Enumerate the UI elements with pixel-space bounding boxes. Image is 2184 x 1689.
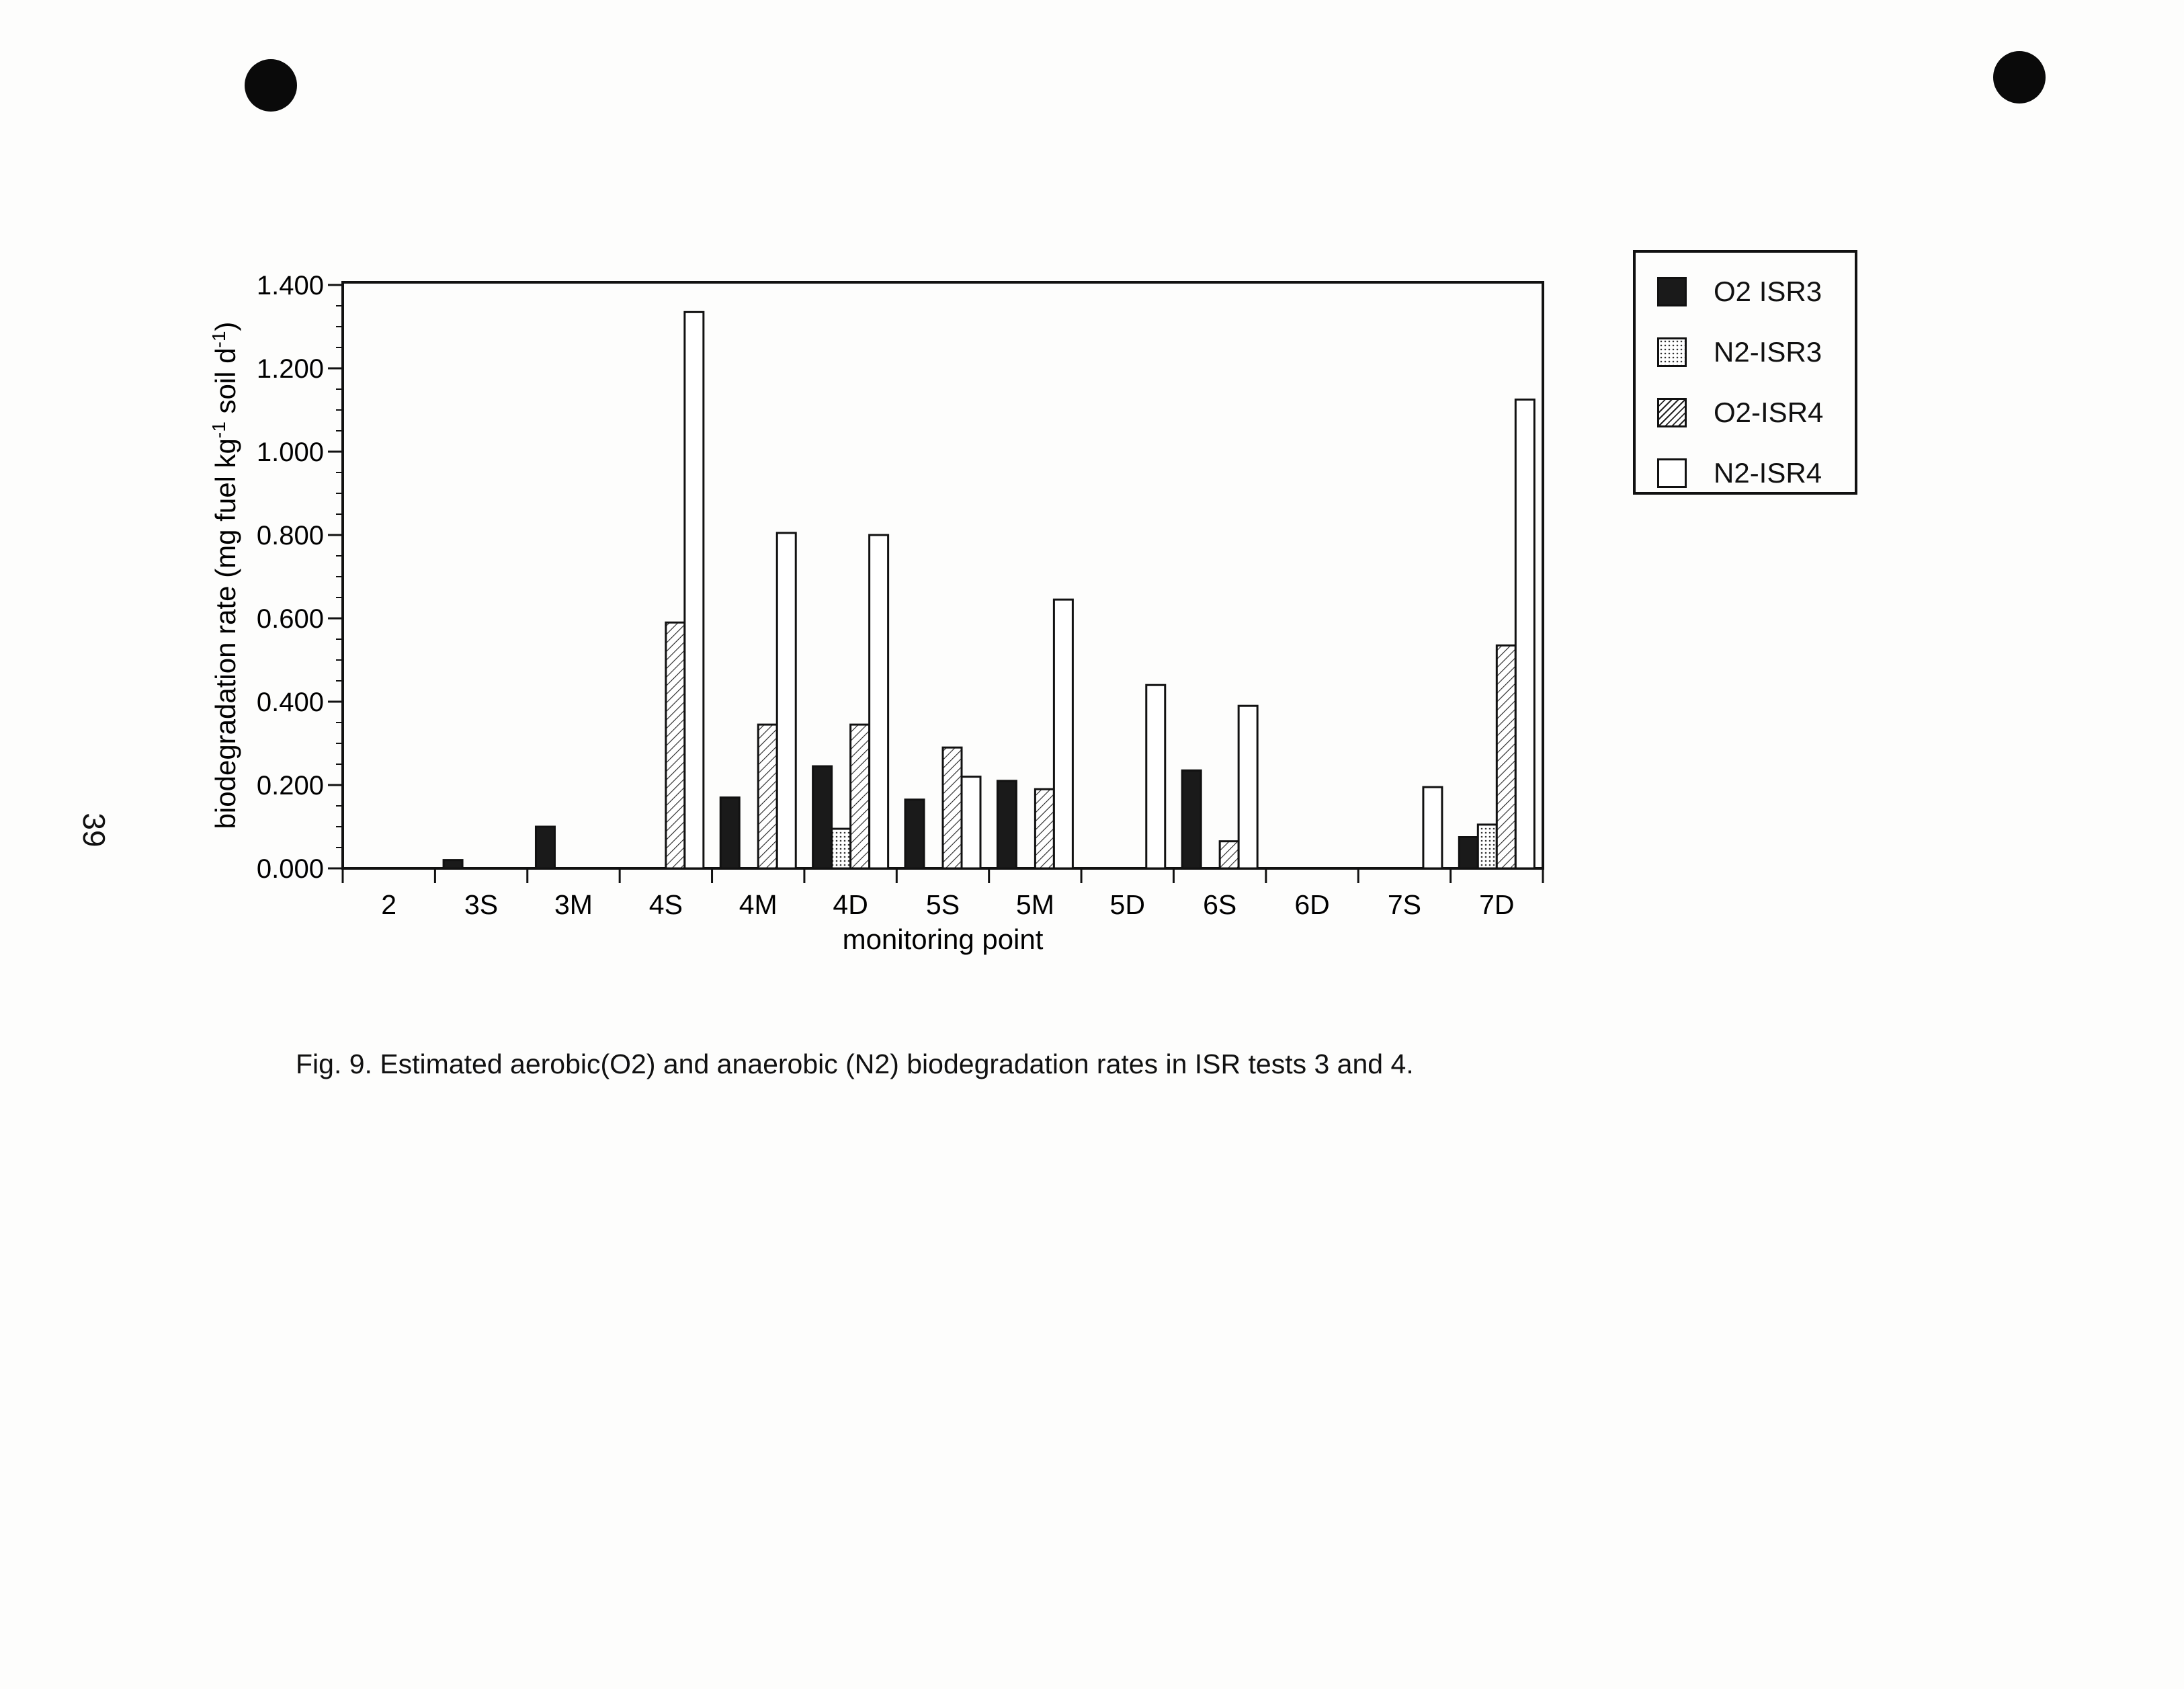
bar-o2-isr3-6s xyxy=(1182,770,1201,868)
bar-n2-isr4-5d xyxy=(1146,685,1165,868)
bar-o2-isr4-4m xyxy=(758,725,777,868)
y-tick-label: 1.200 xyxy=(256,354,324,384)
bar-o2-isr3-5s xyxy=(905,800,924,868)
bar-o2-isr4-4d xyxy=(851,725,870,868)
legend-label-o2-isr3: O2 ISR3 xyxy=(1714,276,1822,307)
y-axis xyxy=(257,271,343,884)
bar-n2-isr4-7s xyxy=(1423,787,1442,868)
bar-n2-isr4-7d xyxy=(1515,400,1534,869)
figure-caption: Fig. 9. Estimated aerobic(O2) and anaerobic (N2) biodegradation rates in ISR tests 3 and 4. xyxy=(296,1048,1414,1079)
x-tick-label: 4D xyxy=(833,889,868,920)
legend-item-n2-isr4 xyxy=(1657,453,1822,493)
x-tick-label: 7D xyxy=(1479,889,1515,920)
y-tick-label: 1.000 xyxy=(256,438,324,467)
x-tick-label: 5S xyxy=(925,889,960,920)
bar-n2-isr4-4s xyxy=(685,312,704,868)
legend-label-n2-isr4: N2-ISR4 xyxy=(1714,457,1822,489)
x-tick-label: 6S xyxy=(1203,889,1237,920)
bar-o2-isr4-5m xyxy=(1035,789,1054,868)
legend-label-n2-isr3: N2-ISR3 xyxy=(1714,336,1822,368)
y-tick-label: 0.200 xyxy=(256,771,324,800)
legend-swatch-n2-isr3 xyxy=(1657,337,1687,367)
x-tick-label: 5M xyxy=(1015,889,1054,920)
x-tick-label: 4M xyxy=(739,889,778,920)
legend-swatch-o2-isr4 xyxy=(1657,398,1687,427)
x-axis-label: monitoring point xyxy=(842,923,1044,955)
x-tick-label: 7S xyxy=(1387,889,1422,920)
y-axis-label: biodegradation rate (mg fuel $kg^{-1}$ soil $d^{-1}$) xyxy=(208,321,241,829)
bar-o2-isr4-7d xyxy=(1497,645,1515,868)
y-tick-label: 1.400 xyxy=(256,271,324,300)
x-tick-label: 3S xyxy=(464,889,499,920)
x-tick-label: 5D xyxy=(1109,889,1145,920)
page-number: 39 xyxy=(77,813,112,848)
y-tick-label: 0.600 xyxy=(256,604,324,634)
x-axis xyxy=(343,868,1543,920)
bar-o2-isr4-4s xyxy=(666,622,685,868)
bars-group xyxy=(444,312,1534,868)
y-tick-label: 0.800 xyxy=(256,521,324,550)
bar-o2-isr3-3s xyxy=(444,860,462,868)
bar-o2-isr3-4m xyxy=(720,798,739,868)
bar-n2-isr3-7d xyxy=(1478,825,1497,868)
bar-n2-isr4-6s xyxy=(1238,706,1257,868)
bar-n2-isr4-4m xyxy=(777,533,796,868)
legend-label-o2-isr4: O2-ISR4 xyxy=(1714,397,1824,428)
bar-n2-isr3-4d xyxy=(832,829,851,868)
x-tick-label: 6D xyxy=(1294,889,1330,920)
bar-o2-isr3-5m xyxy=(997,781,1016,868)
x-tick-label: 4S xyxy=(648,889,683,920)
y-tick-label: 0.000 xyxy=(256,854,324,884)
legend-item-n2-isr3 xyxy=(1657,332,1822,372)
legend-item-o2-isr3 xyxy=(1657,272,1822,312)
x-tick-label: 3M xyxy=(554,889,593,920)
bar-o2-isr4-5s xyxy=(943,747,962,868)
legend-swatch-o2-isr3 xyxy=(1657,277,1687,306)
bar-n2-isr4-4d xyxy=(870,535,888,868)
bar-o2-isr4-6s xyxy=(1220,841,1238,868)
bar-o2-isr3-3m xyxy=(536,827,554,868)
bar-o2-isr3-4d xyxy=(813,766,832,868)
legend-item-o2-isr4 xyxy=(1657,393,1823,433)
legend-swatch-n2-isr4 xyxy=(1657,458,1687,488)
x-tick-label: 2 xyxy=(381,889,397,920)
y-tick-label: 0.400 xyxy=(256,688,324,717)
legend xyxy=(1633,250,1857,495)
bar-n2-isr4-5s xyxy=(962,777,980,868)
bar-o2-isr3-7d xyxy=(1459,837,1478,869)
bar-n2-isr4-5m xyxy=(1054,600,1073,868)
